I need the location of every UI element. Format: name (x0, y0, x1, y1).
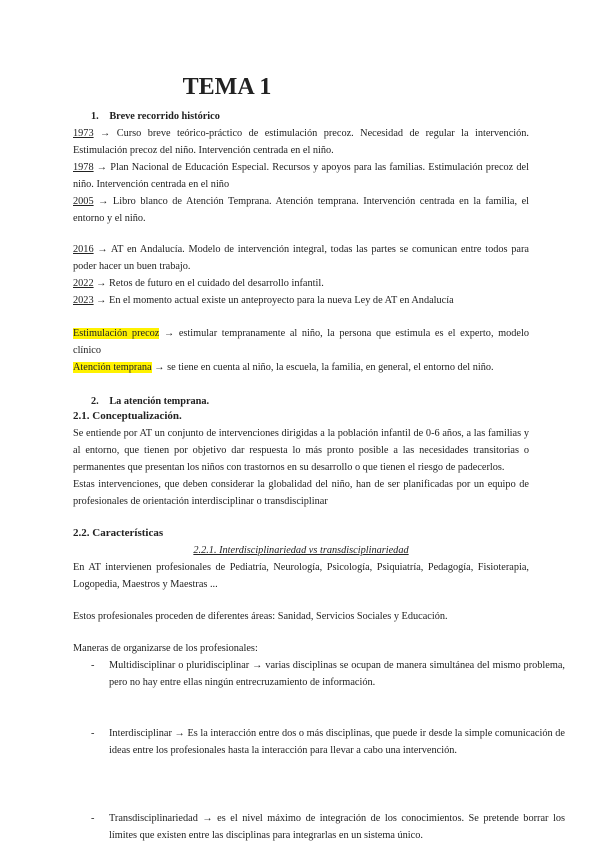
definition-estimulacion-precoz (73, 325, 529, 359)
subsection-2-2-paragraph-2: Estos profesionales proceden de diferentes áreas: Sanidad, Servicios Sociales y Educación. (73, 611, 448, 622)
section-1-number: 1. (91, 111, 99, 122)
subsection-2-2-paragraph-1: En AT intervienen profesionales de Pediatría, Neurología, Psicología, Psiquiatría, Pedagogía, Fisioterapia, Logopedia, Maestros y Maestras ... (73, 562, 529, 590)
history-entry-1973 (73, 125, 529, 159)
entry-text: Libro blanco de Atención Temprana. Atención temprana. Intervención centrada en la familia, el entorno y el niño. (73, 196, 529, 224)
list-item-interdisciplinar (73, 725, 565, 759)
history-entry-2016 (73, 241, 529, 275)
definition-text: estimular tempranamente al niño, la persona que estimula es el experto, modelo clínico (73, 328, 529, 356)
subsection-2-1-paragraph-2: Estas intervenciones, que deben considerar la globalidad del niño, han de ser planificadas por un equipo de profesionales de orientación interdisciplinar o transdisciplinar (73, 479, 529, 507)
arrow-icon: → (96, 278, 107, 289)
entry-text: En el momento actual existe un anteproyecto para la nueva Ley de AT en Andalucía (106, 295, 454, 306)
list-item-multidisciplinar (73, 657, 565, 691)
arrow-icon: → (154, 362, 165, 373)
entry-year: 2016 (73, 244, 94, 255)
history-entry-2005 (73, 193, 529, 227)
list-item-text: Interdisciplinar → Es la interacción entre dos o más disciplinas, que puede ir desde la simple comunicación de ideas entre los profesionales hasta la interacción para llevar a cabo una intervención. (109, 728, 565, 756)
section-2-number: 2. (91, 396, 99, 407)
arrow-icon: → (163, 328, 175, 339)
subsection-2-2-paragraph-3: Maneras de organizarse de los profesionales: (73, 643, 258, 654)
subsection-2-1-heading: 2.1. Conceptualización. (73, 410, 182, 422)
entry-text: Retos de futuro en el cuidado del desarrollo infantil. (106, 278, 324, 289)
arrow-icon: → (98, 196, 109, 207)
list-item-text: Transdisciplinariedad → es el nivel máximo de integración de los conocimientos. Se pretende borrar los límites que existen entre las disciplinas para integrarlas en un sistema único. (109, 813, 565, 841)
dash-bullet: - (91, 660, 95, 671)
highlighted-term: Atención temprana (73, 362, 152, 373)
entry-year: 1973 (73, 128, 94, 139)
dash-bullet: - (91, 813, 95, 824)
highlighted-term: Estimulación precoz (73, 328, 160, 339)
entry-text: Curso breve teórico-práctico de estimulación precoz. Necesidad de regular la intervención. Estimulación precoz del niño. Intervención centrada en el niño. (73, 128, 530, 156)
document-body (73, 0, 565, 841)
history-entry-1978 (73, 159, 529, 193)
history-entry-2022 (73, 275, 529, 292)
page-title: TEMA 1 (182, 74, 272, 100)
entry-text: Plan Nacional de Educación Especial. Recursos y apoyos para las familias. Estimulación precoz del niño. Intervención centrada en el niño (73, 162, 529, 190)
arrow-icon: → (96, 162, 108, 173)
list-item-transdisciplinariedad (73, 810, 565, 844)
list-item-text: Multidisciplinar o pluridisciplinar → varias disciplinas se ocupan de manera simultánea del mismo problema, pero no hay entre ellas ningún entrecruzamiento de información. (109, 660, 565, 688)
entry-year: 2005 (73, 196, 94, 207)
dash-bullet: - (91, 728, 95, 739)
arrow-icon: → (100, 128, 111, 139)
subsection-2-2-heading: 2.2. Características (73, 527, 164, 539)
entry-year: 2023 (73, 295, 94, 306)
section-1-title: Breve recorrido histórico (109, 111, 220, 122)
subsection-2-2-1-heading (73, 542, 529, 559)
subsection-2-2-1-title: 2.2.1. Interdisciplinariedad vs transdisciplinariedad (193, 545, 409, 556)
arrow-icon: → (97, 244, 108, 255)
arrow-icon: → (96, 295, 107, 306)
definition-atencion-temprana (73, 359, 529, 376)
subsection-2-1-paragraph-1: Se entiende por AT un conjunto de intervenciones dirigidas a la población infantil de 0-6 años, a las familias y al entorno, que tienen por objetivo dar respuesta lo más pronto posible a las necesidades transitorias o permanentes que presentan los niños con trastornos en su desarrollo o que tienen el riesgo de padecerlos. (73, 428, 529, 473)
definition-text: se tiene en cuenta al niño, la escuela, la familia, en general, el entorno del niño. (164, 362, 494, 373)
entry-text: AT en Andalucía. Modelo de intervención integral, todas las partes se comunican entre todos para poder hacer un buen trabajo. (73, 244, 530, 272)
history-entry-2023 (73, 292, 529, 309)
entry-year: 2022 (73, 278, 94, 289)
section-1-heading (91, 108, 547, 125)
entry-year: 1978 (73, 162, 94, 173)
section-2-title: La atención temprana. (109, 396, 210, 407)
